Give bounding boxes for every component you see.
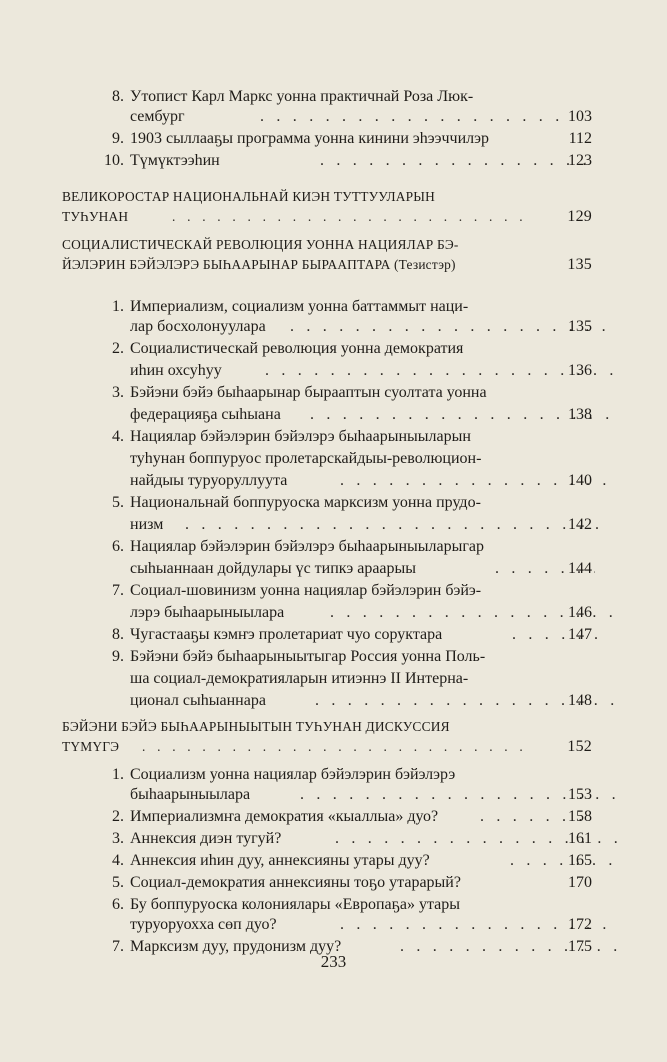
toc-entry-line xyxy=(62,558,592,580)
toc-page-number[interactable]: 165 xyxy=(568,852,592,869)
toc-page-number[interactable]: 161 xyxy=(568,830,592,847)
dot-leader xyxy=(260,106,560,128)
toc-entry-number: 7. xyxy=(112,582,124,599)
page-number: 233 xyxy=(320,952,347,971)
toc-entry-number: 8. xyxy=(112,88,124,105)
toc-entry-number: 2. xyxy=(112,340,124,357)
toc-entry-text: быһаарыныылара xyxy=(130,786,251,803)
toc-entry-line xyxy=(62,360,592,382)
toc-entry-text: Социал-демократия аннексияны тоҕо утарарый? xyxy=(130,874,461,891)
toc-entry-text: Социалистическай революция уонна демократия xyxy=(130,340,464,357)
toc-entry-text: Бу боппуруоска колониялары «Европаҕа» утары xyxy=(130,896,461,913)
toc-entry-line xyxy=(62,828,592,850)
toc-entry-line xyxy=(62,850,592,872)
toc-entry-number: 10. xyxy=(104,152,124,169)
toc-entry-line xyxy=(62,646,592,668)
toc-entry-text: туһунан боппуруос пролетарскайдыы-революцион- xyxy=(130,450,482,467)
toc-page-number[interactable]: 138 xyxy=(568,406,592,423)
toc-entry-text: Империализм, социализм уонна баттаммыт наци- xyxy=(130,298,469,315)
toc-entry-line xyxy=(62,150,592,172)
toc-entry-text: ша социал-демократияларын итиэннэ II Интерна- xyxy=(130,670,469,687)
toc-page-number[interactable]: 158 xyxy=(568,808,592,825)
toc-entry-number: 3. xyxy=(112,384,124,401)
toc-page-number[interactable]: 140 xyxy=(568,472,592,489)
toc-entry-text: низм xyxy=(130,516,164,533)
toc-entry-number: 1. xyxy=(112,766,124,783)
toc-entry-line xyxy=(62,624,592,646)
toc-entry-text: Нациялар бэйэлэрин бэйэлэрэ быһаарыныыларын xyxy=(130,428,471,445)
toc-section-title: ТҮМҮГЭ xyxy=(62,739,120,754)
toc-entry-text: Бэйэни бэйэ быһаарыныытыгар Россия уонна Поль- xyxy=(130,648,486,665)
toc-entry-number: 6. xyxy=(112,538,124,555)
toc-entry-line xyxy=(62,894,592,916)
toc-page-number[interactable]: 153 xyxy=(568,786,592,803)
toc-entry-text: Империализмҥа демократия «кыаллыа» дуо? xyxy=(130,808,439,825)
toc-entry-text: туруоруохха сөп дуо? xyxy=(130,916,277,933)
toc-entry-number: 7. xyxy=(112,938,124,955)
toc-entry-line xyxy=(62,106,592,128)
toc-page-number[interactable]: 172 xyxy=(568,916,592,933)
toc-entry-line xyxy=(62,338,592,360)
toc-entry-text: лар босхолонуулара xyxy=(130,318,266,335)
toc-section-line xyxy=(62,186,592,208)
toc-page-number[interactable]: 142 xyxy=(568,516,592,533)
toc-entry-line xyxy=(62,668,592,690)
toc-entry-number: 6. xyxy=(112,896,124,913)
toc-entry-text: Социализм уонна нациялар бэйэлэрин бэйэлэрэ xyxy=(130,766,456,783)
toc-entry-text: сембург xyxy=(130,108,185,125)
toc-entry-line xyxy=(62,316,592,338)
toc-page-number[interactable]: 152 xyxy=(567,738,592,755)
toc-section-line xyxy=(62,254,592,276)
toc-entry-text: Бэйэни бэйэ быһаарынар бырааптын суолтата уонна xyxy=(130,384,487,401)
toc-entry-text: Национальнай боппуруоска марксизм уонна прудо- xyxy=(130,494,481,511)
toc-entry-line xyxy=(62,872,592,894)
toc-page-number[interactable]: 170 xyxy=(568,874,592,891)
toc-section-line xyxy=(62,736,592,758)
toc-entry-line xyxy=(62,470,592,492)
toc-entry-line xyxy=(62,86,592,108)
toc-page-number[interactable]: 136 xyxy=(568,362,592,379)
toc-section-line xyxy=(62,716,592,738)
toc-entry-text: ционал сыһыаннара xyxy=(130,692,266,709)
toc-entry-line xyxy=(62,764,592,786)
toc-page-number[interactable]: 146 xyxy=(568,604,592,621)
toc-page-number[interactable]: 175 xyxy=(568,938,592,955)
dot-leader xyxy=(510,850,618,872)
toc-entry-line xyxy=(62,492,592,514)
toc-entry-text: Аннексия диэн тугуй? xyxy=(130,830,282,847)
toc-page-number[interactable]: 144 xyxy=(568,560,592,577)
toc-entry-line xyxy=(62,448,592,470)
toc-section-line xyxy=(62,206,592,228)
toc-entry-number: 8. xyxy=(112,626,124,643)
toc-section-title: ТУҺУНАН xyxy=(62,209,129,224)
toc-entry-number: 1. xyxy=(112,298,124,315)
toc-page-number[interactable]: 112 xyxy=(568,130,592,147)
dot-leader xyxy=(185,514,610,536)
toc-entry-text: Нациялар бэйэлэрин бэйэлэрэ быһаарыныыларыгар xyxy=(130,538,485,555)
toc-section-line xyxy=(62,234,592,256)
toc-page-number[interactable]: 123 xyxy=(568,152,592,169)
toc-entry-line xyxy=(62,602,592,624)
toc-entry-number: 5. xyxy=(112,494,124,511)
dot-leader xyxy=(265,360,615,382)
toc-entry-text: иһин охсуһуу xyxy=(130,362,222,379)
toc-entry-line xyxy=(62,382,592,404)
toc-entry-number: 5. xyxy=(112,874,124,891)
toc-entry-number: 2. xyxy=(112,808,124,825)
toc-page-number[interactable]: 103 xyxy=(568,108,592,125)
toc-entry-text: Утопист Карл Маркс уонна практичнай Роза Люк- xyxy=(130,88,474,105)
toc-page-number[interactable]: 129 xyxy=(567,208,592,225)
dot-leader xyxy=(172,206,527,228)
toc-entry-number: 9. xyxy=(112,130,124,147)
toc-entry-text: найдыы туруоруллуута xyxy=(130,472,288,489)
toc-page-number[interactable]: 135 xyxy=(567,256,592,273)
toc-entry-number: 9. xyxy=(112,648,124,665)
toc-entry-line xyxy=(62,580,592,602)
toc-entry-number: 4. xyxy=(112,428,124,445)
toc-entry-number: 4. xyxy=(112,852,124,869)
toc-entry-line xyxy=(62,784,592,806)
toc-entry-line xyxy=(62,690,592,712)
toc-page-number[interactable]: 147 xyxy=(568,626,592,643)
toc-entry-text: 1903 сыллааҕы программа уонна кинини эһээччилэр xyxy=(130,130,490,147)
toc-entry-text: Түмүктээһин xyxy=(130,152,220,169)
toc-entry-line xyxy=(62,296,592,318)
toc-entry-text: лэрэ быһаарыныылара xyxy=(130,604,285,621)
dot-leader xyxy=(320,150,590,172)
toc-entry-text: Марксизм дуу, прудонизм дуу? xyxy=(130,938,342,955)
toc-entry-number: 3. xyxy=(112,830,124,847)
dot-leader xyxy=(142,736,527,758)
toc-entry-line xyxy=(62,806,592,828)
toc-entry-text: Аннексия иһин дуу, аннексияны утары дуу? xyxy=(130,852,430,869)
toc-section-title: ЙЭЛЭРИН БЭЙЭЛЭРЭ БЫҺААРЫНАР БЫРААПТАРА (Тезистэр) xyxy=(62,257,456,272)
toc-entry-line xyxy=(62,426,592,448)
toc-entry-text: федерацияҕа сыһыана xyxy=(130,406,281,423)
toc-section-title: СОЦИАЛИСТИЧЕСКАЙ РЕВОЛЮЦИЯ УОННА НАЦИЯЛАР БЭ- xyxy=(62,237,459,252)
toc-entry-text: Социал-шовинизм уонна нациялар бэйэлэрин бэйэ- xyxy=(130,582,482,599)
toc-entry-line xyxy=(62,514,592,536)
toc-entry-line xyxy=(62,128,592,150)
toc-page-number[interactable]: 148 xyxy=(568,692,592,709)
toc-entry-line xyxy=(62,536,592,558)
toc-entry-line xyxy=(62,404,592,426)
toc-section-title: БЭЙЭНИ БЭЙЭ БЫҺААРЫНЫЫТЫН ТУҺУНАН ДИСКУССИЯ xyxy=(62,719,450,734)
toc-entry-line xyxy=(62,914,592,936)
toc-entry-text: сыһыаннаан дойдулары үс типкэ араарыы xyxy=(130,560,417,577)
toc-section-title: ВЕЛИКОРОСТАР НАЦИОНАЛЬНАЙ КИЭН ТУТТУУЛАРЫН xyxy=(62,189,436,204)
toc-page-number[interactable]: 135 xyxy=(568,318,592,335)
toc-entry-text: Чугастааҕы кэмҥэ пролетариат чуо соруктара xyxy=(130,626,443,643)
